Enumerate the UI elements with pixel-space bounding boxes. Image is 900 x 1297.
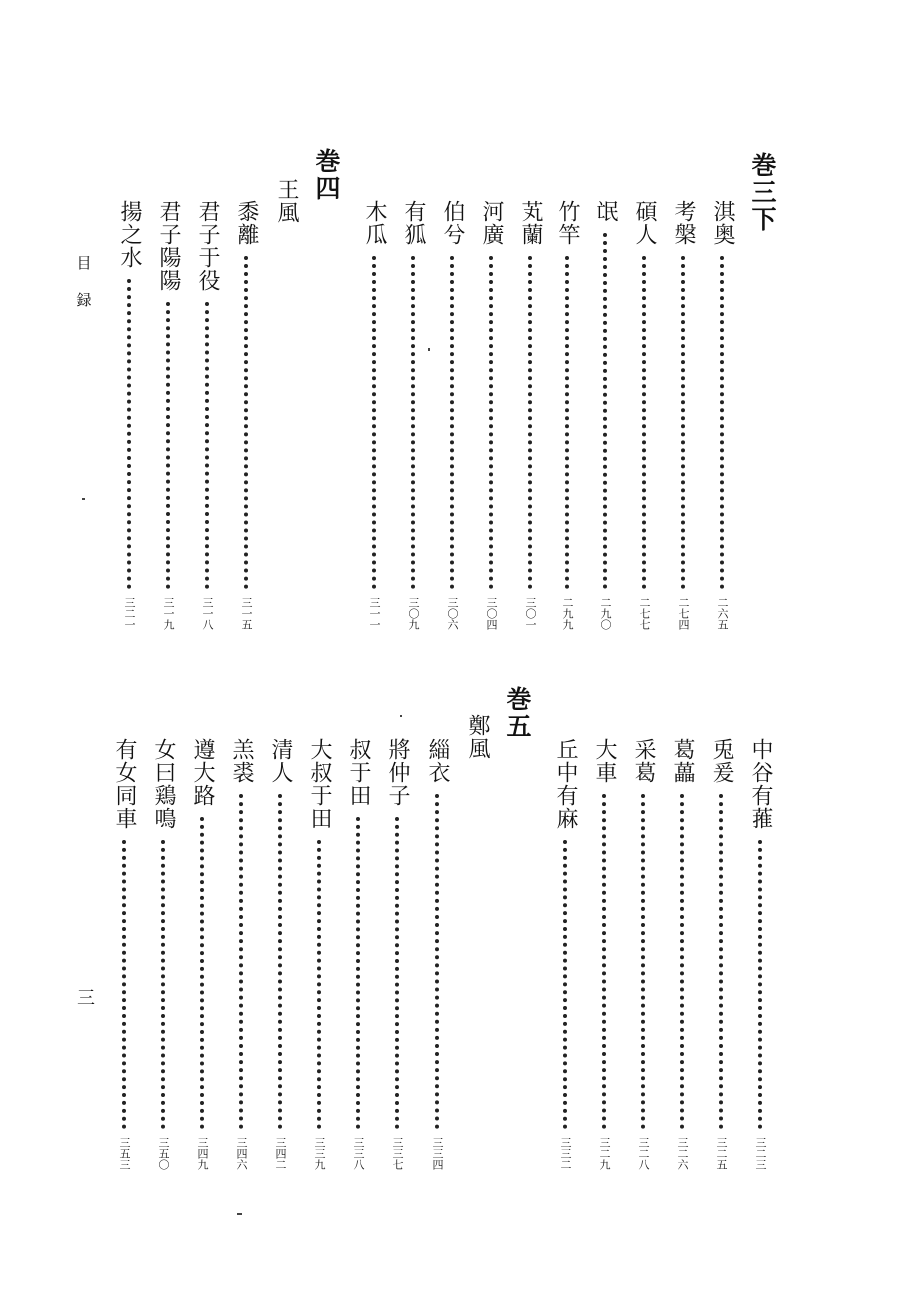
dot-leader [239, 794, 243, 1129]
entry-title: 君子陽陽 [156, 200, 181, 292]
toc-entry [708, 200, 736, 630]
dot-leader [435, 794, 439, 1129]
entry-page-number: 三四二 [274, 1137, 287, 1170]
toc-entry [590, 738, 618, 1170]
entry-title: 揚之水 [117, 200, 142, 269]
entry-title: 將仲子 [385, 738, 410, 807]
volume-heading-5 [503, 686, 531, 746]
dot-leader [356, 817, 360, 1129]
entry-title: 女曰鶏鳴 [151, 738, 176, 830]
dot-leader [603, 233, 607, 589]
entry-title: 遵大路 [190, 738, 215, 807]
dot-leader [563, 840, 567, 1129]
scan-speck [400, 715, 402, 717]
toc-entry [629, 738, 657, 1170]
entry-page-number: 三二九 [598, 1137, 611, 1170]
entry-title: 木瓜 [362, 200, 387, 246]
section-heading-text: 鄭風 [465, 714, 490, 760]
entry-page-number: 三四九 [196, 1137, 209, 1170]
entry-page-number: 三一八 [201, 597, 214, 630]
entry-title: 淇奥 [710, 200, 735, 246]
dot-leader [161, 840, 165, 1129]
entry-page-number: 三二三 [754, 1137, 767, 1170]
volume-heading-3 [748, 152, 776, 232]
entry-title: 丘中有麻 [553, 738, 578, 830]
dot-leader [127, 279, 131, 589]
dot-leader [122, 840, 126, 1129]
entry-page-number: 三〇六 [446, 597, 459, 630]
entry-page-number: 三三九 [313, 1137, 326, 1170]
dot-leader [642, 256, 646, 589]
toc-entry [438, 200, 466, 630]
entry-page-number: 三五三 [118, 1137, 131, 1170]
toc-entry [154, 200, 182, 630]
dot-leader [166, 302, 170, 589]
section-heading [272, 178, 300, 238]
dot-leader [372, 256, 376, 589]
dot-leader [395, 817, 399, 1129]
page-folio-number: 三 [74, 988, 95, 1007]
margin-label [70, 255, 98, 355]
entry-title: 芄蘭 [518, 200, 543, 246]
section-heading-text: 王風 [274, 178, 299, 224]
toc-entry [360, 200, 388, 630]
entry-page-number: 三二八 [637, 1137, 650, 1170]
toc-entry [707, 738, 735, 1170]
toc-entry [553, 200, 581, 630]
entry-title: 氓 [593, 200, 618, 223]
dot-leader [244, 256, 248, 589]
entry-page-number: 三四六 [235, 1137, 248, 1170]
toc-entry [232, 200, 260, 630]
page-folio [70, 988, 98, 1018]
toc-entry [188, 738, 216, 1170]
dot-leader [528, 256, 532, 589]
section-heading [463, 714, 491, 774]
entry-title: 羔裘 [229, 738, 254, 784]
dot-leader [489, 256, 493, 589]
toc-entry [266, 738, 294, 1170]
entry-page-number: 三一一 [368, 597, 381, 630]
entry-page-number: 三三八 [352, 1137, 365, 1170]
entry-title: 伯兮 [440, 200, 465, 246]
entry-title: 竹竿 [555, 200, 580, 246]
entry-title: 有狐 [401, 200, 426, 246]
toc-entry [477, 200, 505, 630]
toc-entry [115, 200, 143, 630]
entry-title: 叔于田 [346, 738, 371, 807]
toc-entry [383, 738, 411, 1170]
entry-title: 河廣 [479, 200, 504, 246]
entry-page-number: 三五〇 [157, 1137, 170, 1170]
scan-speck [82, 498, 85, 500]
dot-leader [450, 256, 454, 589]
entry-title: 大車 [592, 738, 617, 784]
entry-page-number: 三〇四 [485, 597, 498, 630]
entry-title: 清人 [268, 738, 293, 784]
entry-page-number: 二九〇 [599, 597, 612, 630]
entry-title: 緇衣 [425, 738, 450, 784]
entry-title: 黍離 [234, 200, 259, 246]
toc-entry [746, 738, 774, 1170]
toc-entry [193, 200, 221, 630]
entry-title: 君子于役 [195, 200, 220, 292]
entry-title: 考槃 [671, 200, 696, 246]
toc-entry [591, 200, 619, 630]
entry-title: 大叔于田 [307, 738, 332, 830]
toc-entry [344, 738, 372, 1170]
dot-leader [317, 840, 321, 1129]
entry-title: 采葛 [631, 738, 656, 784]
entry-page-number: 三三四 [431, 1137, 444, 1170]
scan-speck [428, 348, 430, 351]
entry-page-number: 三三二 [559, 1137, 572, 1170]
toc-entry [630, 200, 658, 630]
entry-page-number: 三一九 [162, 597, 175, 630]
scan-speck [237, 1213, 242, 1215]
entry-page-number: 二七四 [677, 597, 690, 630]
entry-page-number: 三一五 [240, 597, 253, 630]
dot-leader [758, 840, 762, 1129]
toc-entry [669, 200, 697, 630]
entry-page-number: 二九九 [561, 597, 574, 630]
margin-label-text: 目録 [74, 255, 93, 329]
entry-page-number: 二七七 [638, 597, 651, 630]
dot-leader [411, 256, 415, 589]
entry-page-number: 三〇九 [407, 597, 420, 630]
dot-leader [205, 302, 209, 589]
volume-heading-4 [312, 148, 340, 208]
toc-entry [305, 738, 333, 1170]
entry-page-number: 三二五 [715, 1137, 728, 1170]
entry-page-number: 三二一 [123, 597, 136, 630]
dot-leader [200, 817, 204, 1129]
dot-leader [278, 794, 282, 1129]
toc-entry [227, 738, 255, 1170]
entry-title: 有女同車 [112, 738, 137, 830]
entry-page-number: 二六五 [716, 597, 729, 630]
entry-page-number: 三三七 [391, 1137, 404, 1170]
dot-leader [641, 794, 645, 1129]
dot-leader [602, 794, 606, 1129]
toc-entry [551, 738, 579, 1170]
toc-entry [423, 738, 451, 1170]
volume-heading-text: 巻五 [503, 686, 532, 740]
toc-entry [149, 738, 177, 1170]
dot-leader [719, 794, 723, 1129]
toc-entry [516, 200, 544, 630]
dot-leader [681, 256, 685, 589]
entry-title: 葛藟 [670, 738, 695, 784]
entry-title: 中谷有蓷 [748, 738, 773, 830]
dot-leader [720, 256, 724, 589]
toc-entry [399, 200, 427, 630]
dot-leader [565, 256, 569, 589]
entry-title: 兎爰 [709, 738, 734, 784]
volume-heading-text: 巻四 [312, 148, 341, 202]
entry-page-number: 三〇一 [524, 597, 537, 630]
volume-heading-text: 巻三下 [748, 152, 777, 233]
toc-entry [110, 738, 138, 1170]
toc-entry [668, 738, 696, 1170]
entry-page-number: 三二六 [676, 1137, 689, 1170]
entry-title: 碩人 [632, 200, 657, 246]
dot-leader [680, 794, 684, 1129]
